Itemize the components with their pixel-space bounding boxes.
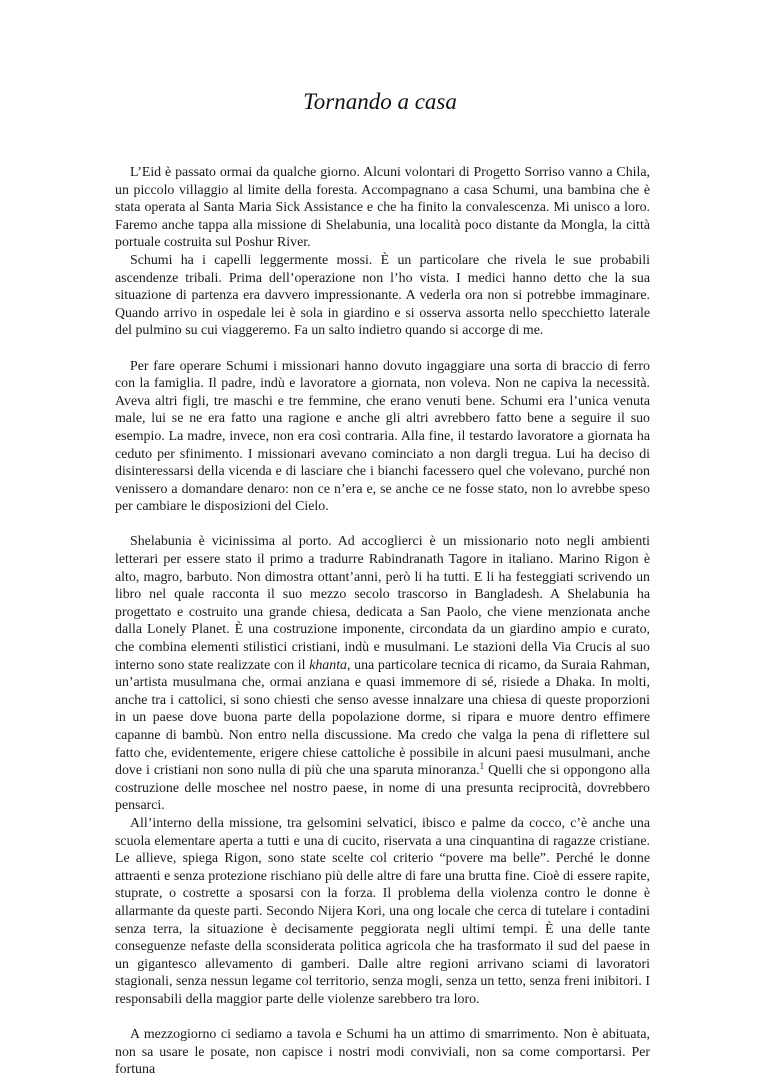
chapter-title: Tornando a casa [303,89,457,114]
italic-term: khanta [309,657,347,673]
paragraph-4-text-b: , una particolare tecnica di ricamo, da Suraia Rahman, un’artista musulmana che, ormai anziana e quasi immemore di sé, risiede a Dhaka. In molti, anche tra i cattolici, si sono chiesti che senso avesse innalzare una chiesa di queste proporzioni in un paese dove buona parte della popolazione dorme, si ripara e muore dentro effimere capanne di bambù. Non entro nella discussione. Ma credo che valga la pena di riflettere sul fatto che, evidentemente, erigere chiese cattoliche è possibile in alcuni paesi musulmani, anche dove i cristiani non sono nulla di più che una sparuta minoranza. [115,657,650,779]
paragraph-4-text-c: Quelli che si oppongono alla costruzione delle moschee nel nostro paese, in nome di una presunta reciprocità, dovrebbero pensarci. [115,763,650,814]
body-text [115,164,650,1079]
footnote-marker: 1 [479,761,485,772]
paragraph-4 [115,533,650,815]
paragraph-2: Schumi ha i capelli leggermente mossi. È un particolare che rivela le sue probabili ascendenze tribali. Prima dell’operazione non l’ho vista. I medici hanno detto che la sua situazione di partenza era davvero impressionante. A vederla ora non si potrebbe immaginare. Quando arrivo in ospedale lei è sola in giardino e si osserva assorta nello specchietto laterale del pulmino su cui viaggeremo. Fa un salto indietro quando si accorge di me. [115,252,650,339]
paragraph-4-text-a: Shelabunia è vicinissima al porto. Ad accoglierci è un missionario noto negli ambienti letterari per essere stato il primo a tradurre Rabindranath Tagore in italiano. Marino Rigon è alto, magro, barbuto. Non dimostra ottant’anni, però li ha tutti. E li ha festeggiati scrivendo un libro nel quale racconta il suo mezzo secolo trascorso in Bangladesh. A Shelabunia ha progettato e costruito una grande chiesa, dedicata a San Paolo, che viene menzionata anche dalla Lonely Planet. È una costruzione imponente, circondata da un giardino ampio e curato, che combina elementi stilistici cristiani, indù e musulmani. Le stazioni della Via Crucis al suo interno sono state realizzate con il [115,534,650,673]
paragraph-1: L’Eid è passato ormai da qualche giorno. Alcuni volontari di Progetto Sorriso vanno a Chila, un piccolo villaggio al limite della foresta. Accompagnano a casa Schumi, una bambina che è stata operata al Santa Maria Sick Assistance e che ha finito la convalescenza. Mi unisco a loro. Faremo anche tappa alla missione di Shelabunia, una località poco distante da Mongla, la città portuale costruita sul Poshur River. [115,165,650,251]
paragraph-6: A mezzogiorno ci sediamo a tavola e Schumi ha un attimo di smarrimento. Non è abituata, non sa usare le posate, non capisce i nostri modi conviviali, non sa come comportarsi. Per fortuna [115,1027,650,1078]
paragraph-5: All’interno della missione, tra gelsomini selvatici, ibisco e palme da cocco, c’è anche una scuola elementare aperta a tutti e una di cucito, riservata a una cinquantina di ragazze cristiane. Le allieve, spiega Rigon, sono state scelte col criterio “povere ma belle”. Perché le donne attraenti e senza protezione rischiano più delle altre di fare una brutta fine. Cioè di essere rapite, stuprate, o costrette a sposarsi con la forza. Il problema della violenza contro le donne è allarmante da queste parti. Secondo Nijera Kori, una ong locale che cerca di tutelare i contadini senza terra, la situazione è decisamente peggiorata negli ultimi tempi. È una delle tante conseguenze nefaste della sconsiderata politica agricola che ha trasformato il sud del paese in un gigantesco allevamento di gamberi. Dalle altre regioni arrivano sciami di lavoratori stagionali, senza nessun legame col territorio, senza mogli, senza un tetto, senza freni inibitori. I responsabili della maggior parte delle violenze sarebbero tra loro. [115,815,650,1007]
paragraph-3: Per fare operare Schumi i missionari hanno dovuto ingaggiare una sorta di braccio di ferro con la famiglia. Il padre, indù e lavoratore a giornata, non voleva. Non ne capiva la necessità. Aveva altri figli, tre maschi e tre femmine, che erano venuti bene. Schumi era l’unica venuta male, lui se ne era fatto una ragione e anche gli altri avrebbero fatto bene a seguire il suo esempio. La madre, invece, non era così contraria. Alla fine, il testardo lavoratore a giornata ha ceduto per sfinimento. I missionari avevano cominciato a non dargli tregua. Lui ha deciso di disinteressarsi della vicenda e di lasciare che i bianchi facessero quel che volevano, purché non venissero a domandare denaro: non ce n’era e, se anche ce ne fosse stato, non lo avrebbe speso per cambiare le disposizioni del Cielo. [115,358,650,515]
